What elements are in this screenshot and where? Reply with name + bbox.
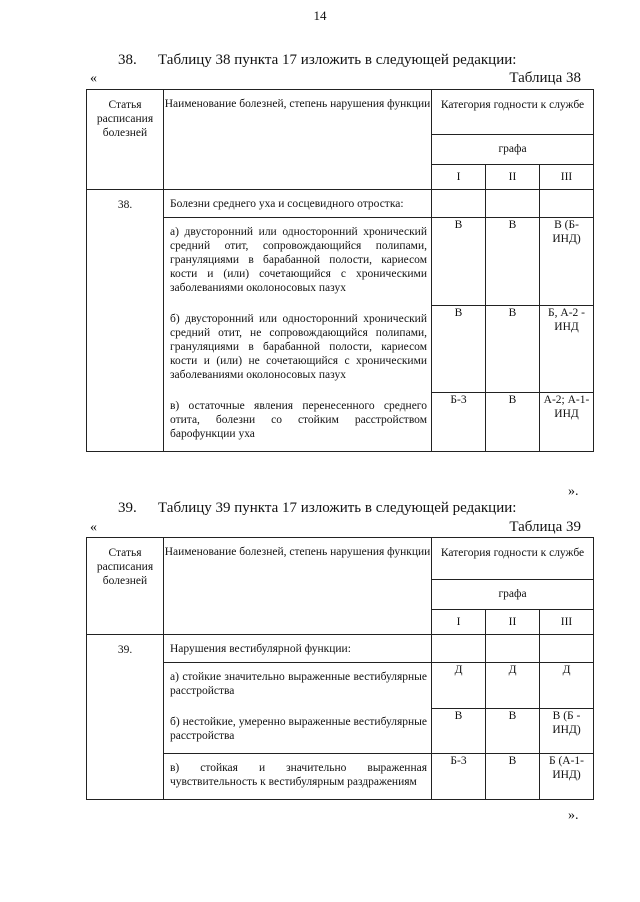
grade-iii: В (Б-ИНД) bbox=[540, 218, 594, 306]
grade-i: В bbox=[432, 218, 486, 306]
table-row bbox=[87, 708, 594, 754]
header-grafa: графа bbox=[432, 135, 594, 165]
header-article: Статья расписания болезней bbox=[87, 538, 164, 635]
grade-ii: В bbox=[486, 754, 540, 800]
table-row bbox=[87, 305, 594, 392]
grade-i: Д bbox=[432, 663, 486, 709]
header-col-i: I bbox=[432, 165, 486, 190]
open-quote: « bbox=[90, 71, 97, 86]
instruction-text: Таблицу 39 пункта 17 изложить в следующей редакции: bbox=[158, 500, 517, 516]
section-title: Нарушения вестибулярной функции: bbox=[164, 635, 432, 663]
grade-iii: Д bbox=[540, 663, 594, 709]
grade-iii: А-2; А-1- ИНД bbox=[540, 392, 594, 452]
grade-ii: В bbox=[486, 218, 540, 306]
table-38 bbox=[86, 89, 594, 452]
grade-i: В bbox=[432, 305, 486, 392]
row-text: б) двусторонний или односторонний хронический средний отит, не сопровождающийся полипами, грануляциями в барабанной полости, кариесом кости и (или) не сочетающийся с хроническими заболеваниями околоносовых пазух bbox=[170, 313, 427, 382]
grade-iii: В (Б - ИНД) bbox=[540, 708, 594, 754]
instruction-number: 38. bbox=[118, 52, 137, 68]
close-quote: ». bbox=[568, 808, 579, 823]
header-col-iii: III bbox=[540, 165, 594, 190]
header-category: Категория годности к службе bbox=[432, 538, 594, 580]
row-text: а) двусторонний или односторонний хронический средний отит, сопровождающийся полипами, грануляциями в барабанной полости, кариесом кости и (или) сочетающийся с хроническими заболеваниями околоносовых пазух bbox=[170, 226, 427, 295]
grade-i: Б-3 bbox=[432, 392, 486, 452]
grade-iii: Б (А-1- ИНД) bbox=[540, 754, 594, 800]
grade-ii: В bbox=[486, 708, 540, 754]
header-col-i: I bbox=[432, 610, 486, 635]
close-quote: ». bbox=[568, 484, 579, 499]
row-text: а) стойкие значительно выраженные вестибулярные расстройства bbox=[170, 671, 427, 698]
table-row bbox=[87, 218, 594, 306]
header-category: Категория годности к службе bbox=[432, 90, 594, 135]
instruction-38 bbox=[118, 52, 516, 69]
row-text: в) остаточные явления перенесенного среднего отита, болезни со стойким расстройством барофункции уха bbox=[170, 400, 427, 441]
table-name-38: Таблица 38 bbox=[509, 70, 581, 86]
open-quote: « bbox=[90, 520, 97, 535]
grade-ii: Д bbox=[486, 663, 540, 709]
table-row bbox=[87, 754, 594, 800]
instruction-39 bbox=[118, 500, 516, 517]
instruction-text: Таблицу 38 пункта 17 изложить в следующей редакции: bbox=[158, 52, 517, 68]
table-row bbox=[87, 663, 594, 709]
row-text: б) нестойкие, умеренно выраженные вестибулярные расстройства bbox=[170, 716, 427, 743]
grade-iii: Б, А-2 - ИНД bbox=[540, 305, 594, 392]
header-col-ii: II bbox=[486, 610, 540, 635]
article-number: 38. bbox=[87, 190, 164, 452]
grade-ii: В bbox=[486, 392, 540, 452]
row-text: в) стойкая и значительно выраженная чувствительность к вестибулярным раздражениям bbox=[170, 762, 427, 789]
table-39 bbox=[86, 537, 594, 800]
section-title: Болезни среднего уха и сосцевидного отростка: bbox=[164, 190, 432, 218]
header-disease-name: Наименование болезней, степень нарушения функции bbox=[164, 538, 432, 635]
grade-ii: В bbox=[486, 305, 540, 392]
header-grafa: графа bbox=[432, 580, 594, 610]
table-name-39: Таблица 39 bbox=[509, 519, 581, 535]
table-row bbox=[87, 392, 594, 452]
header-col-iii: III bbox=[540, 610, 594, 635]
page-number: 14 bbox=[313, 8, 327, 23]
header-col-ii: II bbox=[486, 165, 540, 190]
header-disease-name: Наименование болезней, степень нарушения функции bbox=[164, 90, 432, 190]
article-number: 39. bbox=[87, 635, 164, 800]
header-article: Статья расписания болезней bbox=[87, 90, 164, 190]
grade-i: В bbox=[432, 708, 486, 754]
instruction-number: 39. bbox=[118, 500, 137, 516]
grade-i: Б-3 bbox=[432, 754, 486, 800]
